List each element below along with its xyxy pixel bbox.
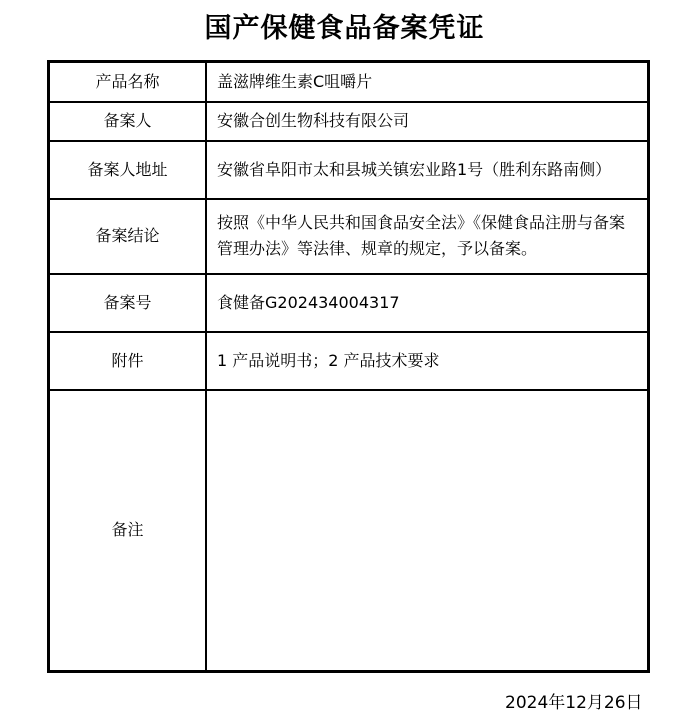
issue-date: 2024年12月26日 — [505, 693, 643, 713]
value-filer: 安徽合创生物科技有限公司 — [206, 102, 649, 141]
row-filer — [49, 102, 649, 141]
row-attachments — [49, 332, 649, 390]
value-remarks — [206, 390, 649, 672]
label-filing-number: 备案号 — [49, 274, 207, 332]
value-product-name: 盖滋牌维生素C咀嚼片 — [206, 62, 649, 102]
document-title: 国产保健食品备案凭证 — [204, 13, 485, 44]
label-remarks: 备注 — [49, 390, 207, 672]
row-conclusion — [49, 199, 649, 274]
row-remarks — [49, 390, 649, 672]
certificate-table — [47, 60, 650, 673]
value-filer-address: 安徽省阜阳市太和县城关镇宏业路1号（胜利东路南侧） — [206, 141, 649, 199]
row-filing-number — [49, 274, 649, 332]
label-filer: 备案人 — [49, 102, 207, 141]
row-product-name — [49, 62, 649, 102]
label-product-name: 产品名称 — [49, 62, 207, 102]
label-conclusion: 备案结论 — [49, 199, 207, 274]
row-filer-address — [49, 141, 649, 199]
label-attachments: 附件 — [49, 332, 207, 390]
value-attachments: 1 产品说明书；2 产品技术要求 — [206, 332, 649, 390]
value-conclusion: 按照《中华人民共和国食品安全法》《保健食品注册与备案管理办法》等法律、规章的规定，予以备案。 — [206, 199, 649, 274]
label-filer-address: 备案人地址 — [49, 141, 207, 199]
value-filing-number: 食健备G202434004317 — [206, 274, 649, 332]
